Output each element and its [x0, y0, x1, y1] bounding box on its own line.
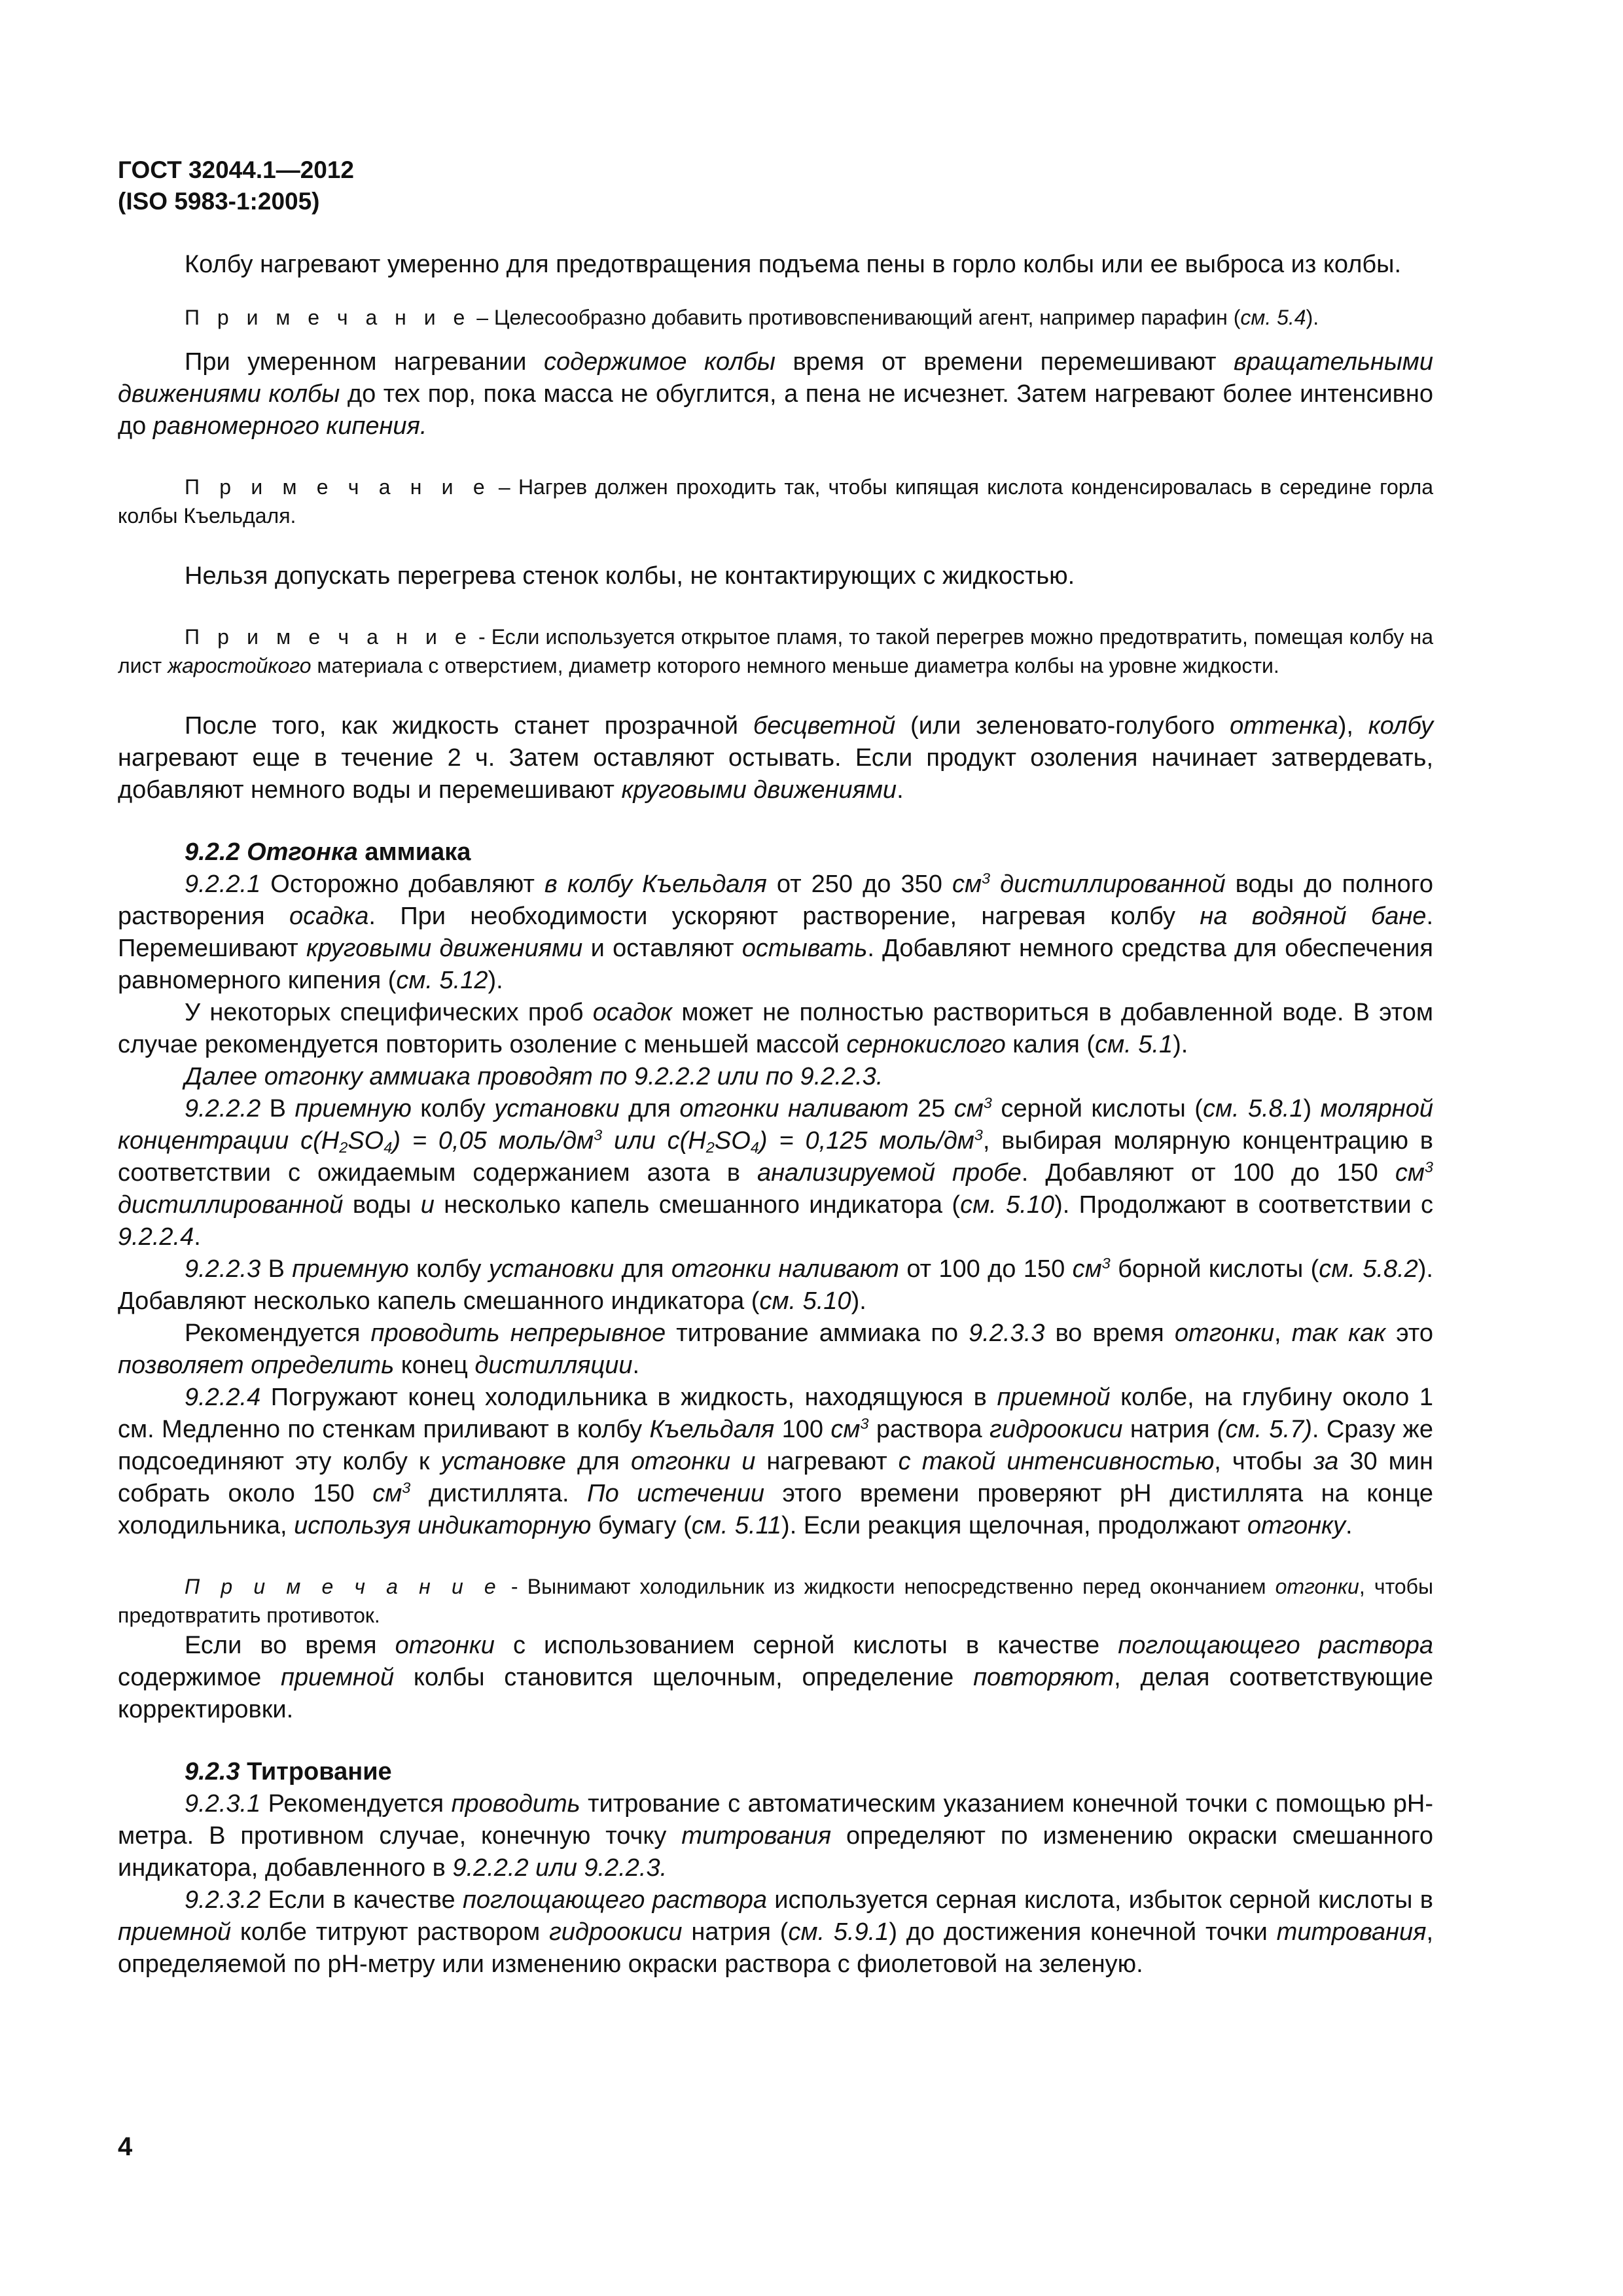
document-header	[118, 154, 354, 217]
note-boiling-acid: П р и м е ч а н и е – Нагрев должен проходить так, чтобы кипящая кислота конденсировалась в середине горла колбы Къельдаля.	[118, 475, 1434, 528]
paragraph-further-distillation: Далее отгонку аммиака проводят по 9.2.2.2 или по 9.2.2.3.	[185, 1063, 883, 1090]
note-label: П р и м е ч а н и е	[185, 1575, 502, 1598]
paragraph-heating: Колбу нагревают умеренно для предотвращения подъема пены в горло колбы или ее выброса из колбы.	[185, 251, 1402, 278]
clause-9-2-3-1: 9.2.3.1 Рекомендуется проводить титрование с автоматическим указанием конечной точки с помощью pH-метра. В противном случае, конечную точку титрования определяют по изменению окраски смешанного индикатора, добавленного в 9.2.2.2 или 9.2.2.3.	[118, 1790, 1434, 1882]
standard-designation: ГОСТ 32044.1—2012	[118, 156, 355, 183]
note-label: П р и м е ч а н и е	[185, 306, 471, 329]
clause-9-2-2-1: 9.2.2.1 Осторожно добавляют в колбу Къельдаля от 250 до 350 $см^3$ дистиллированной воды до полного растворения осадка. При необходимости ускоряют растворение, нагревая колбу на водяной бане. Перемешивают круговыми движениями и оставляют остывать. Добавляют немного средства для обеспечения равномерного кипения (см. 5.12).	[118, 870, 1433, 994]
clause-9-2-3-2: 9.2.3.2 Если в качестве поглощающего раствора используется серная кислота, избыток серной кислоты в приемной колбе титруют раствором гидроокиси натрия (см. 5.9.1) до достижения конечной точки титрования, определяемой по pH-метру или изменению окраски раствора с фиолетовой на зеленую.	[118, 1886, 1433, 1978]
paragraph-overheating: Нельзя допускать перегрева стенок колбы, не контактирующих с жидкостью.	[185, 562, 1075, 590]
paragraph-continuous-titration: Рекомендуется проводить непрерывное титрование аммиака по 9.2.3.3 во время отгонки, так как это позволяет определить конец дистилляции.	[118, 1319, 1433, 1379]
clause-9-2-2-3: 9.2.2.3 В приемную колбу установки для отгонки наливают от 100 до 150 $см^3$ борной кислоты (см. 5.8.2). Добавляют несколько капель смешанного индикатора (см. 5.10).	[118, 1255, 1433, 1315]
paragraph-transparent-liquid: После того, как жидкость станет прозрачной бесцветной (или зеленовато-голубого оттенка), колбу нагревают еще в течение 2 ч. Затем оставляют остывать. Если продукт озоления начинает затвердевать, добавляют немного воды и перемешивают круговыми движениями.	[118, 712, 1433, 804]
paragraph-sulfuric-alkaline: Если во время отгонки с использованием серной кислоты в качестве поглощающего раствора содержимое приемной колбы становится щелочным, определение повторяют, делая соответствующие корректировки.	[118, 1632, 1434, 1723]
note-label: П р и м е ч а н и е	[185, 475, 491, 499]
paragraph-moderate-heating: При умеренном нагревании содержимое колбы время от времени перемешивают вращательными движениями колбы до тех пор, пока масса не обуглится, а пена не исчезнет. Затем нагревают более интенсивно до равномерного кипения.	[118, 348, 1433, 440]
section-heading-9-2-3: 9.2.3 Титрование	[185, 1758, 392, 1785]
note-antifoam: П р и м е ч а н и е – Целесообразно добавить противовспенивающий агент, например парафин (см. 5.4).	[185, 306, 1319, 329]
page-number: 4	[118, 2132, 133, 2161]
section-heading-9-2-2: 9.2.2 Отгонка аммиака	[185, 838, 471, 866]
iso-designation: (ISO 5983-1:2005)	[118, 188, 320, 215]
note-backflow: П р и м е ч а н и е - Вынимают холодильник из жидкости непосредственно перед окончанием отгонки, чтобы предотвратить противоток.	[118, 1575, 1434, 1627]
document-body	[118, 249, 1433, 1981]
note-open-flame: П р и м е ч а н и е - Если используется открытое пламя, то такой перегрев можно предотвратить, помещая колбу на лист жаростойкого материала с отверстием, диаметр которого немного меньше диаметра колбы на уровне жидкости.	[118, 625, 1434, 677]
clause-9-2-2-4: 9.2.2.4 Погружают конец холодильника в жидкость, находящуюся в приемной колбе, на глубину около 1 см. Медленно по стенкам приливают в колбу Къельдаля 100 $см^3$ раствора гидроокиси натрия (см. 5.7). Сразу же подсоединяют эту колбу к установке для отгонки и нагревают с такой интенсивностью, чтобы за 30 мин собрать около 150 $см^3$ дистиллята. По истечении этого времени проверяют pH дистиллята на конце холодильника, используя индикаторную бумагу (см. 5.11). Если реакция щелочная, продолжают отгонку.	[118, 1384, 1434, 1539]
note-label: П р и м е ч а н и е	[185, 625, 473, 649]
paragraph-specific-samples: У некоторых специфических проб осадок может не полностью раствориться в добавленной воде. В этом случае рекомендуется повторить озоление с меньшей массой сернокислого калия (см. 5.1).	[118, 999, 1433, 1058]
clause-9-2-2-2: 9.2.2.2 В приемную колбу установки для отгонки наливают 25 $см^3$ серной кислоты (см. 5.8.1) молярной концентрации $с(H_2SO_4) = 0,05$ моль/$дм^3$ или $с(H_2SO_4) = 0,125$ моль/$дм^3$, выбирая молярную концентрацию в соответствии с ожидаемым содержанием азота в анализируемой пробе. Добавляют от 100 до 150 $см^3$ дистиллированной воды и несколько капель смешанного индикатора (см. 5.10). Продолжают в соответствии с 9.2.2.4.	[118, 1094, 1433, 1251]
